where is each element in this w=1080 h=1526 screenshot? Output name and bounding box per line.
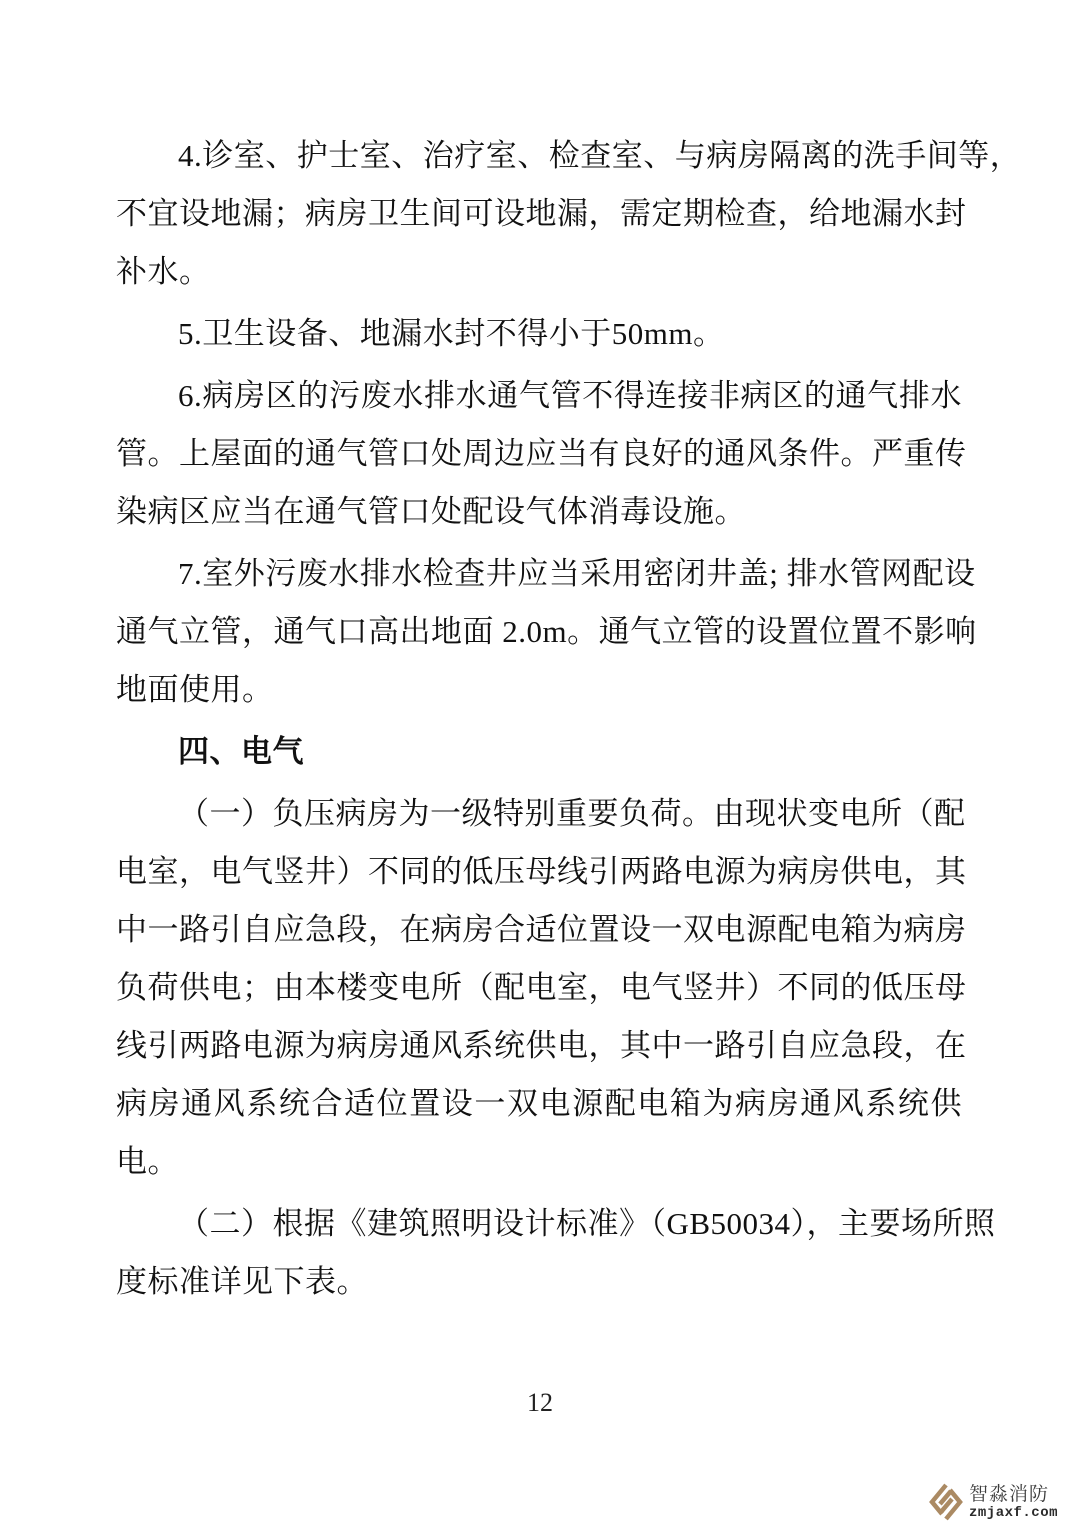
text-line: 病房通风系统合适位置设一双电源配电箱为病房通风系统供: [116, 1086, 962, 1121]
watermark-site: zmjaxf.com: [968, 1504, 1058, 1521]
text-line: 染病区应当在通气管口处配设气体消毒设施。: [116, 494, 746, 529]
paragraph: [116, 1195, 996, 1311]
text-line: 中一路引自应急段，在病房合适位置设一双电源配电箱为病房: [116, 912, 967, 947]
text-line: 电。: [116, 1144, 179, 1179]
text-line: 5.卫生设备、地漏水封不得小于50mm。: [178, 316, 725, 351]
text-line: （二）根据《建筑照明设计标准》（GB50034），主要场所照: [178, 1206, 996, 1241]
text-line: 7.室外污废水排水检查井应当采用密闭井盖; 排水管网配设: [178, 556, 976, 591]
text-line: 电室，电气竖井）不同的低压母线引两路电源为病房供电，其: [116, 854, 967, 889]
text-line: 负荷供电；由本楼变电所（配电室，电气竖井）不同的低压母: [116, 970, 967, 1005]
diamond-logo-icon: [929, 1482, 963, 1522]
document-text: [116, 127, 1022, 1315]
watermark-brand: 智淼消防: [968, 1483, 1049, 1505]
paragraph: [116, 545, 977, 719]
text-line: 地面使用。: [116, 672, 274, 707]
text-line: 不宜设地漏；病房卫生间可设地漏，需定期检查，给地漏水封: [116, 196, 967, 231]
watermark-text: [969, 1485, 1058, 1520]
page-number: 12: [527, 1388, 553, 1417]
paragraph: [116, 367, 967, 541]
text-line: （一）负压病房为一级特别重要负荷。由现状变电所（配: [178, 796, 966, 831]
watermark: [929, 1482, 1058, 1522]
paragraph: [116, 127, 1022, 301]
paragraph: [116, 785, 967, 1191]
text-line: 度标准详见下表。: [116, 1264, 368, 1299]
text-line: 6.病房区的污废水排水通气管不得连接非病区的通气排水: [178, 378, 962, 413]
text-line: 四、电气: [178, 734, 304, 769]
section-heading: [116, 723, 962, 781]
text-line: 通气立管，通气口高出地面 2.0m。通气立管的设置位置不影响: [116, 614, 977, 649]
paragraph: [116, 305, 962, 363]
text-line: 4.诊室、护士室、治疗室、检查室、与病房隔离的洗手间等，: [178, 138, 1022, 173]
text-line: 线引两路电源为病房通风系统供电，其中一路引自应急段，在: [116, 1028, 967, 1063]
text-line: 管。上屋面的通气管口处周边应当有良好的通风条件。严重传: [116, 436, 967, 471]
text-line: 补水。: [116, 254, 211, 289]
